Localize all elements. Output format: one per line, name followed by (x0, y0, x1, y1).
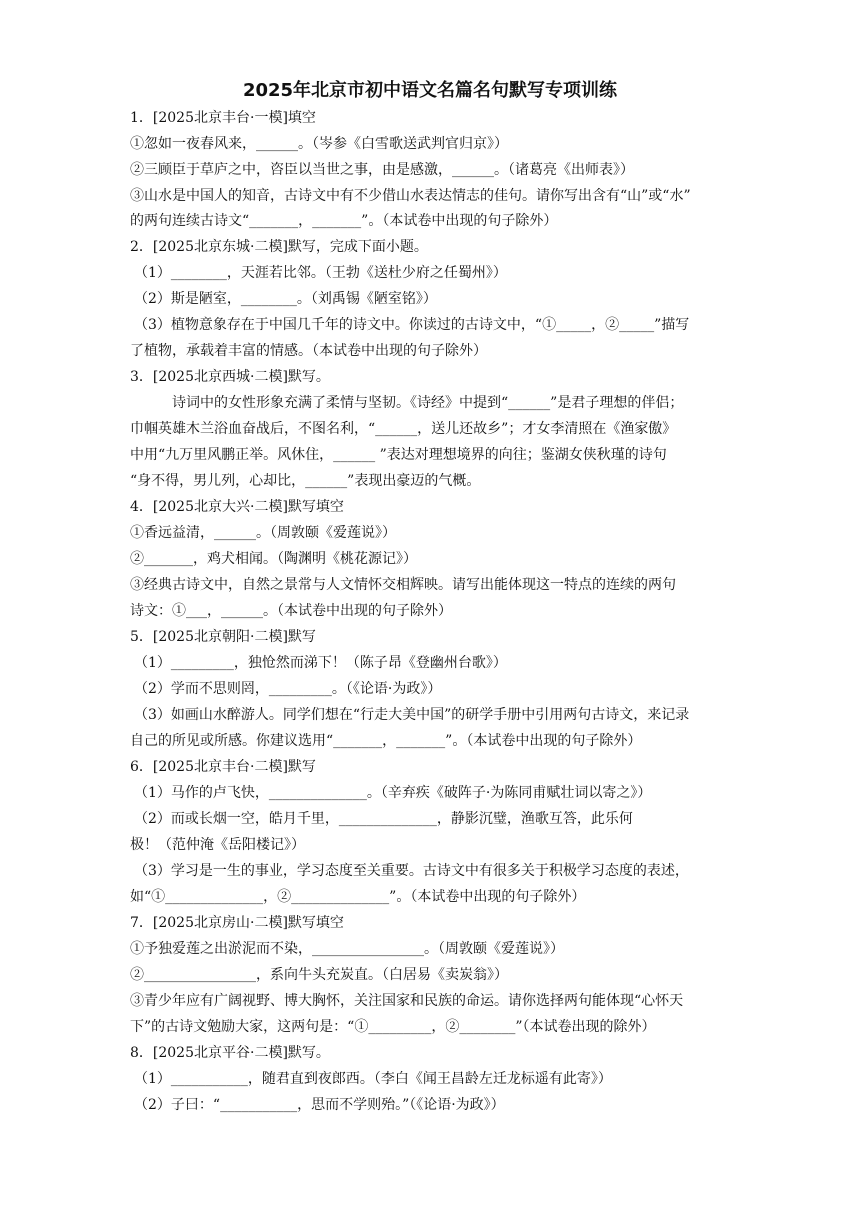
question-6-item-1: （1）马作的卢飞快，______________。（辛弃疾《破阵子·为陈同甫赋壮词以寄之》） (134, 785, 652, 801)
question-6-item-2: （2）而或长烟一空，皓月千里，______________，静影沉璧，渔歌互答，此乐何 (134, 811, 633, 827)
question-4-item-1: ①香远益清，______。（周敦颐《爱莲说》） (130, 525, 396, 541)
question-1-item-3: ③山水是中国人的知音，古诗文中有不少借山水表达情志的佳句。请你写出含有“山”或“水” (130, 188, 691, 204)
question-3-para-1: 诗词中的女性形象充满了柔情与坚韧。《诗经》中提到“______”是君子理想的伴侣； (172, 395, 684, 411)
question-5-item-3: （3）如画山水醉游人。同学们想在“行走大美中国”的研学手册中引用两句古诗文，来记录 (134, 707, 690, 723)
question-5-item-2: （2）学而不思则罔，_________。（《论语·为政》） (134, 681, 442, 697)
question-2-item-1: （1）________，天涯若比邻。（王勃《送杜少府之任蜀州》） (134, 265, 507, 281)
question-6-item-3-cont: 如“①______________，②______________”。（本试卷中出现的句子除外） (130, 889, 586, 905)
question-3-header: 3．[2025北京西城·二模]默写。 (130, 369, 330, 385)
question-1-item-1: ①忽如一夜春风来，______。（岑参《白雪歌送武判官归京》） (130, 136, 508, 152)
question-2-item-3-cont: 了植物，承载着丰富的情感。（本试卷中出现的句子除外） (130, 343, 487, 359)
question-8-item-2: （2）子曰：“___________，思而不学则殆。”（《论语·为政》） (134, 1097, 505, 1113)
question-7-item-3: ③青少年应有广阔视野、博大胸怀，关注国家和民族的命运。请你选择两句能体现“心怀天 (130, 993, 684, 1009)
question-4-item-3: ③经典古诗文中，自然之景常与人文情怀交相辉映。请写出能体现这一特点的连续的两句 (130, 577, 676, 593)
question-8-item-1: （1）___________，随君直到夜郎西。（李白《闻王昌龄左迁龙标遥有此寄》） (134, 1071, 612, 1087)
question-6-item-2-cont: 极！（范仲淹《岳阳楼记》） (130, 837, 305, 853)
question-2-header: 2．[2025北京东城·二模]默写，完成下面小题。 (130, 239, 428, 255)
question-6-header: 6．[2025北京丰台·二模]默写 (130, 759, 316, 775)
question-4-header: 4．[2025北京大兴·二模]默写填空 (130, 499, 344, 515)
question-7-header: 7．[2025北京房山·二模]默写填空 (130, 915, 344, 931)
question-3-para-3: 中用“九万里风鹏正举。风休住，______ ”表达对理想境界的向往；鉴湖女侠秋瑾的诗句 (130, 447, 667, 463)
question-5-item-1: （1）_________，独怆然而涕下！（陈子昂《登幽州台歌》） (134, 655, 507, 671)
question-8-header: 8．[2025北京平谷·二模]默写。 (130, 1045, 330, 1061)
question-2-item-3: （3）植物意象存在于中国几千年的诗文中。你读过的古诗文中，“①_____，②_____”描写 (134, 317, 690, 333)
question-3-para-4: “身不得，男儿列，心却比，______”表现出豪迈的气概。 (130, 473, 481, 489)
question-3-para-2: 巾帼英雄木兰浴血奋战后，不图名利，“______，送儿还故乡”；才女李清照在《渔家傲》 (130, 421, 677, 437)
question-4-item-3-cont: 诗文：①___，______。（本试卷中出现的句子除外） (130, 603, 452, 619)
document-title: 2025年北京市初中语文名篇名句默写专项训练 (242, 80, 618, 101)
question-4-item-2: ②_______，鸡犬相闻。（陶渊明《桃花源记》） (130, 551, 417, 567)
question-1-header: 1．[2025北京丰台·一模]填空 (130, 110, 316, 126)
question-7-item-2: ②________________，系向牛头充炭直。（白居易《卖炭翁》） (130, 967, 508, 983)
question-6-item-3: （3）学习是一生的事业，学习态度至关重要。古诗文中有很多关于积极学习态度的表述， (134, 863, 689, 879)
question-7-item-3-cont: 下”的古诗文勉励大家，这两句是：“①_________，②________”（本试卷出现的除外） (130, 1019, 656, 1035)
question-7-item-1: ①予独爱莲之出淤泥而不染，________________。（周敦颐《爱莲说》） (130, 941, 564, 957)
question-2-item-2: （2）斯是陋室，________。（刘禹锡《陋室铭》） (134, 291, 437, 307)
question-1-item-3-cont: 的两句连续古诗文“_______，_______”。（本试卷中出现的句子除外） (130, 213, 558, 229)
question-5-header: 5．[2025北京朝阳·二模]默写 (130, 629, 316, 645)
question-1-item-2: ②三顾臣于草庐之中，咨臣以当世之事，由是感激，______。（诸葛亮《出师表》） (130, 162, 634, 178)
question-5-item-3-cont: 自己的所见或所感。你建议选用“_______，_______”。（本试卷中出现的句子除外） (130, 733, 642, 749)
